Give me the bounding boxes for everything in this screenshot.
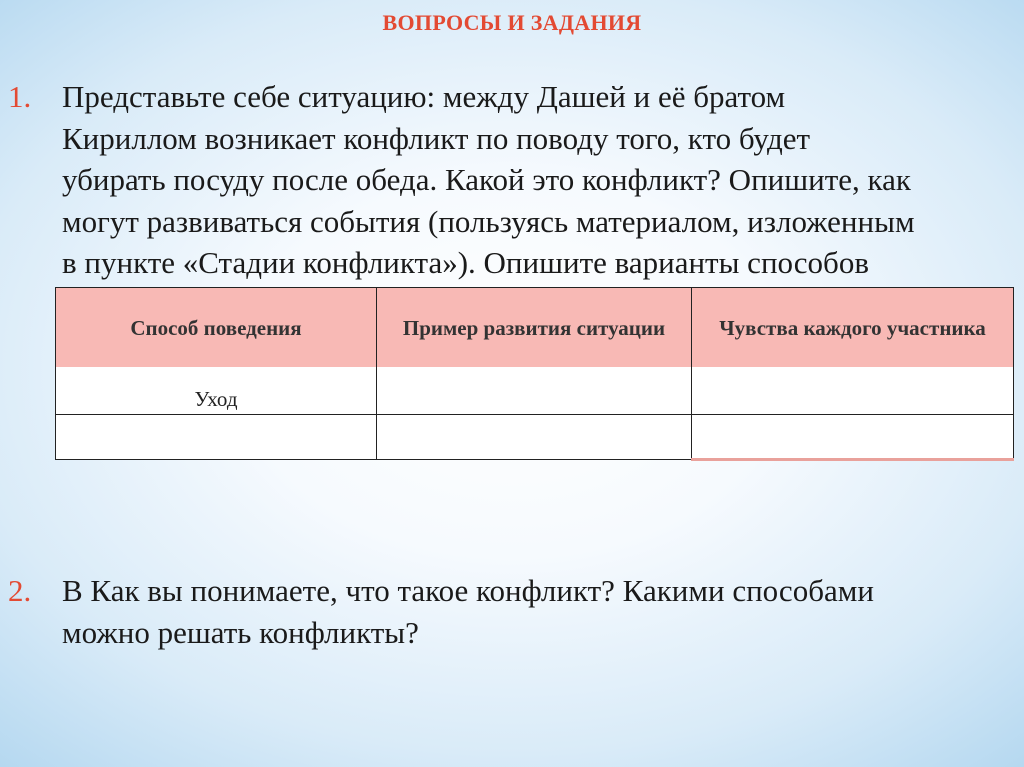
question-line: можно решать конфликты? [62, 614, 419, 650]
table-cell [377, 367, 692, 415]
table-header-row [56, 288, 1014, 368]
table-cell [377, 415, 692, 460]
page-title: ВОПРОСЫ И ЗАДАНИЯ [382, 10, 642, 35]
question-line: Представьте себе ситуацию: между Дашей и её братом [62, 79, 786, 114]
question-line: в пункте «Стадии конфликта»). Опишите варианты способов [62, 245, 869, 280]
behavior-methods-table [55, 287, 1014, 461]
table-row [56, 415, 1014, 460]
table-row [56, 367, 1014, 415]
table-cell [692, 367, 1014, 415]
question-line: В Как вы понимаете, что такое конфликт? Какими способами [62, 573, 874, 608]
table-header-cell: Чувства каждого участника [692, 288, 1014, 368]
table-cell [692, 415, 1014, 460]
question-number: 2. [8, 573, 32, 608]
table-header-cell: Пример развития ситуации [377, 288, 692, 368]
table-cell [56, 415, 377, 460]
question-text [62, 570, 1022, 653]
question-line: могут развиваться события (пользуясь материалом, изложенным [62, 203, 915, 239]
question-line: Кириллом возникает конфликт по поводу того, кто будет [62, 120, 811, 156]
table-cell: Уход [56, 367, 377, 415]
question-text [62, 76, 1022, 284]
table-header-cell: Способ поведения [56, 288, 377, 368]
question-number: 1. [8, 79, 32, 114]
question-line: убирать посуду после обеда. Какой это конфликт? Опишите, как [62, 162, 911, 197]
